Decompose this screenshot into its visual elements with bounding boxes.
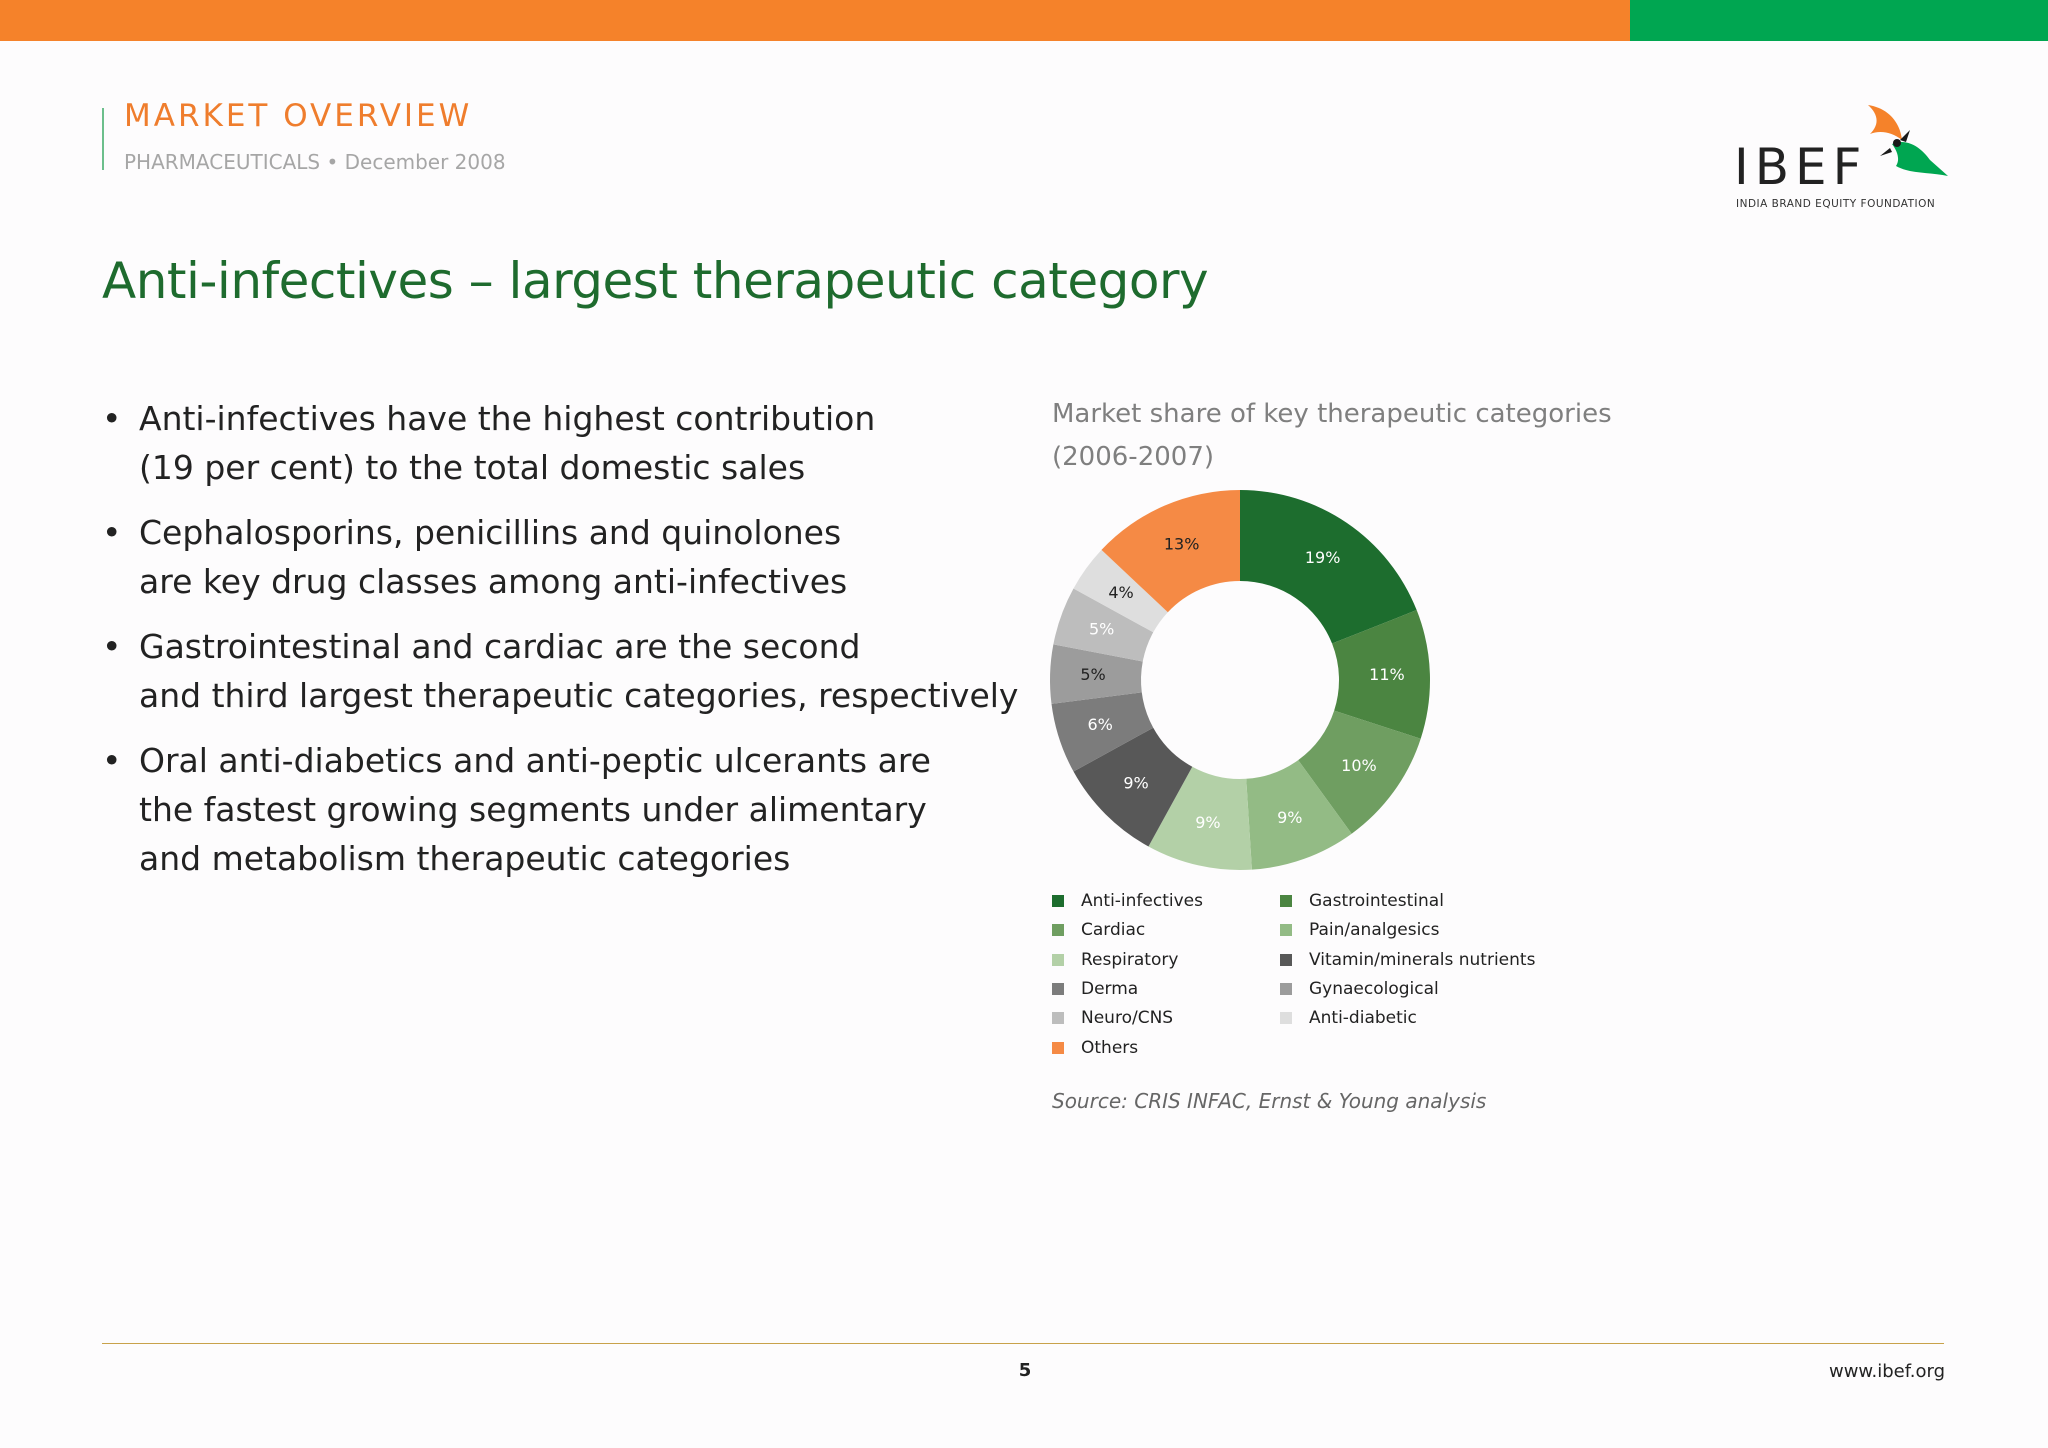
donut-data-label: 11%	[1369, 664, 1405, 684]
site-url[interactable]: www.ibef.org	[1828, 1361, 1945, 1382]
bullet-item	[102, 508, 982, 606]
legend-item	[1052, 891, 1203, 911]
bullet-line: • Gastrointestinal and cardiac are the second	[139, 627, 861, 666]
donut-data-label: 9%	[1123, 773, 1149, 793]
legend-item	[1052, 920, 1145, 940]
chart-title-period: (2006-2007)	[1052, 442, 1215, 472]
legend-label: Gastrointestinal	[1309, 891, 1444, 911]
legend-swatch	[1280, 1012, 1292, 1024]
section-title: MARKET OVERVIEW	[124, 98, 473, 134]
header-rule	[102, 108, 104, 170]
donut-data-label: 13%	[1163, 534, 1200, 554]
legend-item	[1052, 979, 1138, 999]
donut-data-label: 19%	[1304, 547, 1341, 567]
donut-data-label: 6%	[1087, 714, 1113, 734]
bullet-item	[102, 394, 982, 492]
legend-label: Vitamin/minerals nutrients	[1309, 949, 1536, 970]
logo-wordmark: IBEF	[1734, 138, 1868, 196]
top-bar-green	[1630, 0, 2048, 41]
legend-swatch	[1280, 954, 1292, 966]
legend-swatch	[1280, 924, 1292, 936]
source-note: Source: CRIS INFAC, Ernst & Young analysis	[1052, 1089, 1487, 1113]
legend-label: Respiratory	[1081, 949, 1179, 970]
page-number: 5	[1018, 1360, 1032, 1381]
legend-swatch	[1052, 983, 1064, 995]
legend-label: Derma	[1081, 978, 1139, 999]
bullet-line: the fastest growing segments under alimentary	[139, 790, 927, 829]
bullet-line: • Cephalosporins, penicillins and quinolones	[139, 513, 842, 552]
legend-swatch	[1052, 954, 1064, 966]
bullet-list	[102, 394, 1019, 899]
legend-label: Others	[1081, 1037, 1139, 1058]
legend-swatch	[1052, 1012, 1064, 1024]
bullet-line: (19 per cent) to the total domestic sales	[139, 448, 806, 487]
bullet-line: and third largest therapeutic categories, respectively	[139, 676, 1019, 715]
chart-title	[1052, 393, 1612, 479]
legend-swatch	[1052, 895, 1064, 907]
legend-swatch	[1052, 1042, 1064, 1054]
legend-item	[1280, 1008, 1417, 1028]
legend-label: Gynaecological	[1309, 978, 1439, 999]
bullet-item	[102, 736, 982, 883]
top-bar-orange	[0, 0, 1630, 41]
donut-data-label: 10%	[1341, 755, 1377, 775]
legend-item	[1052, 1008, 1173, 1028]
page-heading: Anti-infectives – largest therapeutic category	[102, 252, 1209, 310]
legend-swatch	[1052, 924, 1064, 936]
top-color-bar	[0, 0, 2048, 41]
legend-item	[1280, 891, 1444, 911]
legend-label: Cardiac	[1081, 920, 1146, 941]
donut-data-label: 9%	[1277, 807, 1303, 827]
donut-data-label: 4%	[1108, 583, 1134, 603]
legend-label: Pain/analgesics	[1309, 920, 1440, 941]
chart-title-main: Market share of key therapeutic categories	[1052, 399, 1612, 429]
bullet-line: • Oral anti-diabetics and anti-peptic ulcerants are	[139, 741, 931, 780]
legend-item	[1280, 920, 1440, 940]
bullet-line: are key drug classes among anti-infectives	[139, 562, 848, 601]
donut-data-label: 9%	[1195, 812, 1221, 832]
legend-label: Anti-infectives	[1081, 891, 1203, 911]
legend-swatch	[1280, 983, 1292, 995]
bullet-item	[102, 622, 1019, 720]
logo-tagline: INDIA BRAND EQUITY FOUNDATION	[1736, 198, 1936, 210]
legend-item	[1052, 950, 1178, 970]
legend-swatch	[1280, 895, 1292, 907]
section-subtitle: PHARMACEUTICALS • December 2008	[124, 150, 506, 174]
legend-label: Neuro/CNS	[1081, 1008, 1174, 1029]
bullet-line: • Anti-infectives have the highest contribution	[139, 399, 876, 438]
legend-label: Anti-diabetic	[1309, 1008, 1417, 1029]
donut-data-label: 5%	[1080, 664, 1106, 684]
legend-item	[1052, 1038, 1138, 1058]
ibef-logo	[1730, 100, 1950, 210]
legend-item	[1280, 950, 1535, 970]
donut-chart	[1040, 480, 1440, 880]
bullet-line: and metabolism therapeutic categories	[139, 839, 791, 878]
legend-item	[1280, 979, 1439, 999]
footer-rule	[102, 1343, 1944, 1344]
donut-data-label: 5%	[1088, 619, 1115, 639]
